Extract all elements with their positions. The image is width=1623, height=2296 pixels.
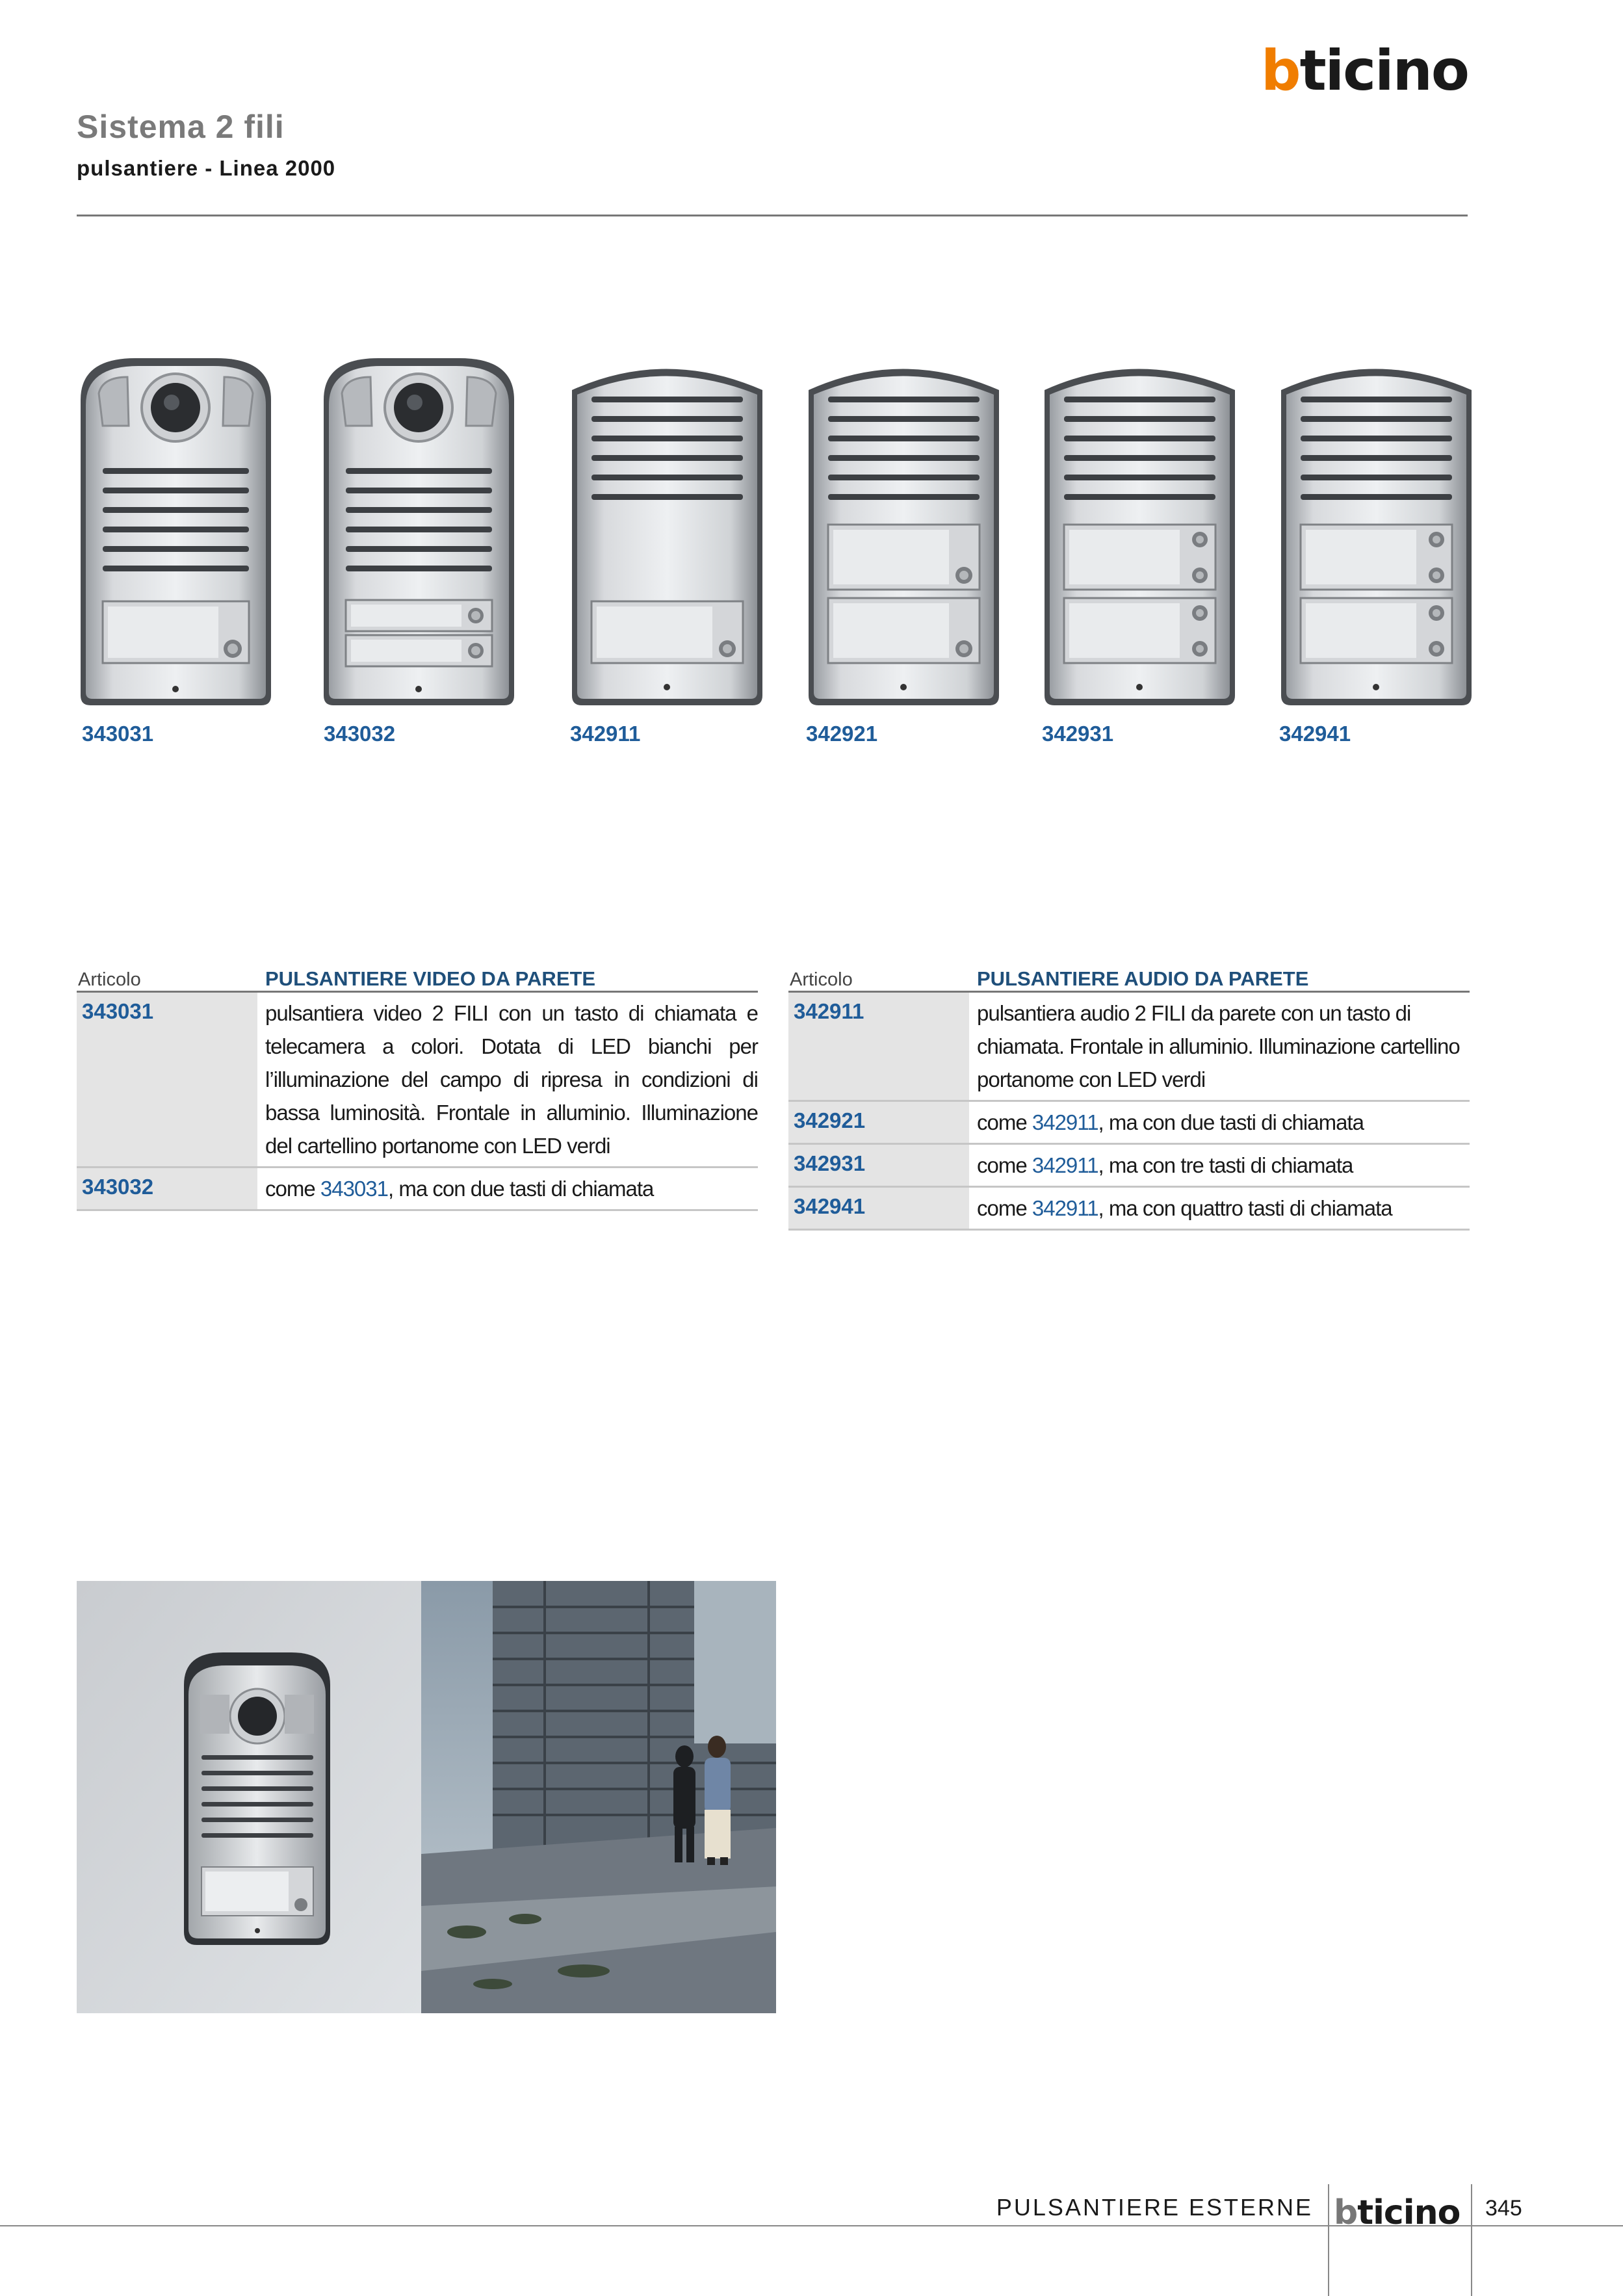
product-gallery [0,354,1623,757]
article-description: come 342911, ma con quattro tasti di chiamata [977,1196,1392,1220]
product-code-label: 342931 [1042,722,1114,746]
product-image-342921 [805,354,1000,709]
bticino-logo-footer: b ticino [1334,2193,1461,2232]
article-description: come 343031, ma con due tasti di chiamata [265,1177,654,1201]
header-divider [77,215,1468,216]
column-header-article: Articolo [790,969,853,990]
section-heading: PULSANTIERE VIDEO DA PARETE [265,967,596,990]
footer-separator [1471,2184,1472,2296]
section-heading: PULSANTIERE AUDIO DA PARETE [977,967,1309,990]
bticino-logo: b ticino [1261,38,1468,103]
product-code-label: 342921 [806,722,878,746]
page-number: 345 [1485,2196,1522,2221]
table-row [788,1145,1470,1188]
article-reference-link[interactable]: 342911 [1032,1110,1098,1134]
product-image-343032 [320,354,515,709]
footer-section-title: PULSANTIERE ESTERNE [996,2194,1313,2221]
article-description: come 342911, ma con tre tasti di chiamata [977,1153,1353,1177]
article-code: 342921 [788,1102,969,1143]
table-header [788,965,1470,993]
table-row [77,993,758,1168]
article-description: pulsantiera video 2 FILI con un tasto di chiamata e telecamera a colori. Dotata di LED bianchi per l’illuminazione del campo di ripresa in condizioni di bassa luminosità. Frontale in alluminio. Illuminazione del cartellino portanome con LED verdi [265,1001,758,1158]
table-row [788,1102,1470,1145]
footer-separator [1328,2184,1329,2296]
article-description: come 342911, ma con due tasti di chiamata [977,1110,1364,1134]
table-row [788,1188,1470,1231]
product-code-label: 342941 [1279,722,1351,746]
installation-photo [77,1581,776,2013]
article-code: 342941 [788,1188,969,1229]
article-reference-link[interactable]: 343031 [320,1177,388,1201]
page-title: Sistema 2 fili [77,109,285,145]
article-code: 342911 [788,993,969,1100]
audio-products-table [788,965,1470,1231]
article-code: 343031 [77,993,257,1166]
article-reference-link[interactable]: 342911 [1032,1153,1098,1177]
article-code: 342931 [788,1145,969,1186]
product-code-label: 343032 [324,722,396,746]
article-description: pulsantiera audio 2 FILI da parete con un tasto di chiamata. Frontale in alluminio. Illuminazione cartellino portanome con LED verdi [977,1001,1460,1091]
table-header [77,965,758,993]
article-code: 343032 [77,1168,257,1209]
table-row [77,1168,758,1211]
table-row [788,993,1470,1102]
product-image-342941 [1277,354,1472,709]
product-image-342931 [1041,354,1236,709]
product-code-label: 342911 [570,722,641,746]
product-image-342911 [568,354,763,709]
product-code-label: 343031 [82,722,154,746]
product-image-343031 [77,354,272,709]
video-products-table [77,965,758,1211]
column-header-article: Articolo [78,969,141,990]
page-subtitle: pulsantiere - Linea 2000 [77,156,336,180]
article-reference-link[interactable]: 342911 [1032,1196,1098,1220]
